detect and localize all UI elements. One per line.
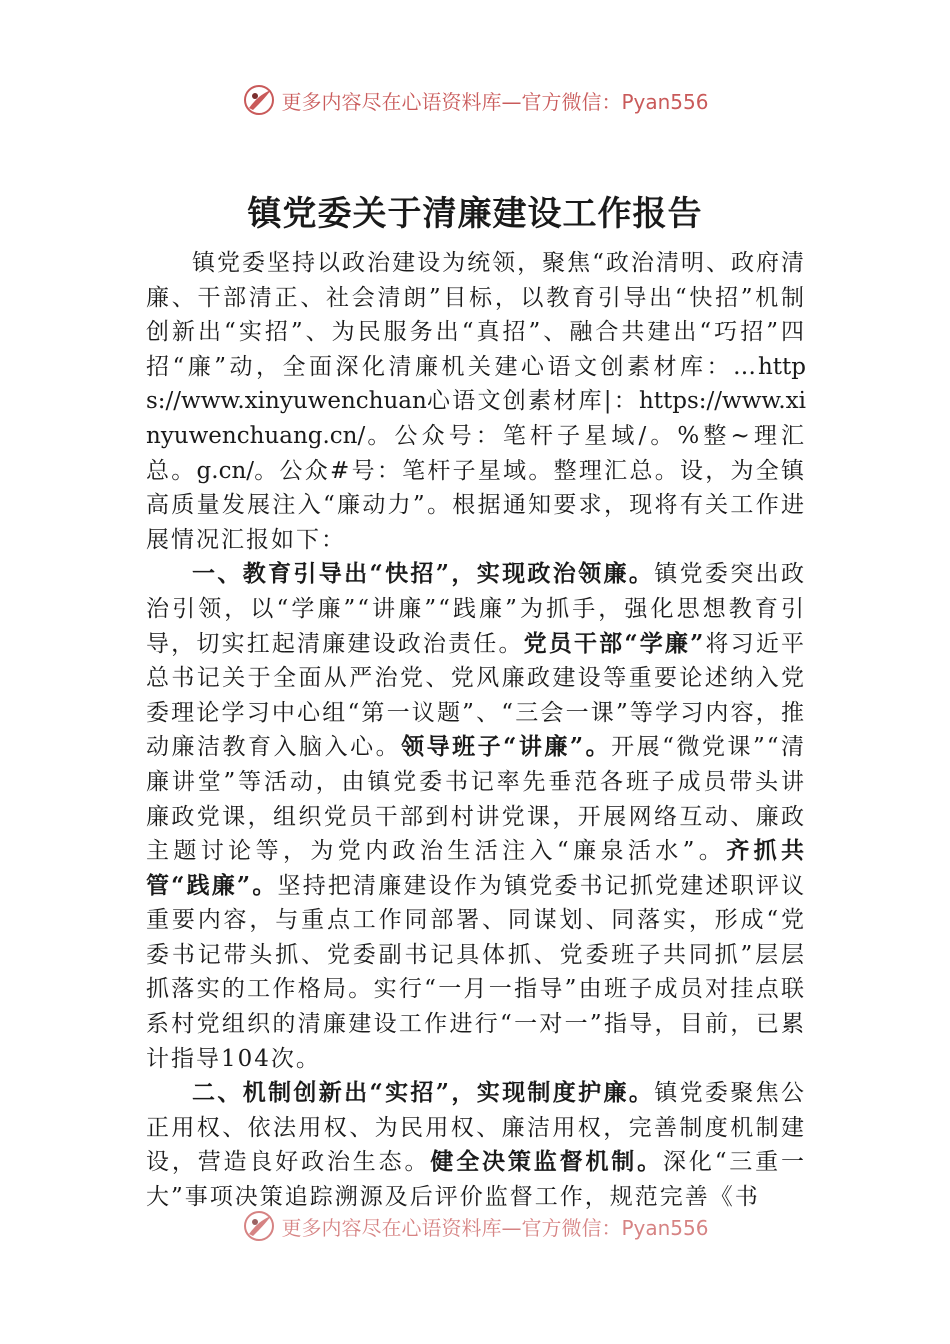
section1-bold-2: 领导班子“讲廉”。: [401, 733, 612, 761]
section1-heading: 一、教育引导出“快招”，实现政治领廉。: [192, 560, 655, 588]
section2-text-2: 深化“三重一大”事项决策追踪溯源及后评价监督工作，规范完善《书: [146, 1149, 806, 1210]
watermark-top: [0, 82, 950, 118]
intro-text-3: 。公众号：笔杆子星域/。%整~理汇总。: [146, 422, 806, 484]
intro-text-4: 。公众#号：笔杆子星域。整理汇总。设，为全镇高质量发展注入“廉动力”。根据通知要求，现将有关工作进展情况汇报如下：: [146, 457, 806, 553]
section2-bold-1: 健全决策监督机制。: [430, 1148, 663, 1176]
page-title: 镇党委关于清廉建设工作报告: [247, 194, 703, 234]
intro-url-1: https://www.xinyuwenchuan: [146, 353, 806, 415]
watermark-text: 更多内容尽在心语资料库—官方微信：Pyan556: [281, 89, 709, 114]
section2-heading: 二、机制创新出“实招”，实现制度护廉。: [192, 1079, 655, 1107]
intro-text: 镇党委坚持以政治建设为统领，聚焦“政治清明、政府清廉、干部清正、社会清朗”目标，以教育引导出“快招”机制创新出“实招”、为民服务出“真招”、融合共建出“巧招”四招“廉”动，全面深化清廉机关建心语文创素材库：…: [146, 250, 806, 380]
intro-text-2: 心语文创素材库|：: [426, 388, 639, 415]
section1-text-4: 坚持把清廉建设作为镇党委书记抓党建述职评议重要内容，与重点工作同部署、同谋划、同落实，形成“党委书记带头抓、党委副书记具体抓、党委班子共同抓”层层抓落实的工作格局。实行“一月一指导”由班子成员对挂点联系村党组织的清廉建设工作进行“一对一”指导，目前，已累计指导104次。: [146, 872, 806, 1072]
section1-bold-1: 党员干部“学廉”: [523, 629, 706, 657]
section1-text-1: 镇党委突出政治引领，以“学廉”“讲廉”“践廉”为抓手，强化思想教育引导，切实扛起清廉建设政治责任。: [146, 561, 806, 657]
watermark-bottom: [0, 1208, 950, 1244]
section1-paragraph: [146, 557, 806, 1076]
watermark-text: 更多内容尽在心语资料库—官方微信：Pyan556: [281, 1215, 709, 1240]
document-body: [146, 246, 806, 1210]
brush-logo-icon: [241, 1208, 277, 1244]
intro-paragraph: [146, 246, 806, 557]
intro-url-3: g.cn/: [196, 457, 255, 484]
intro-url-2: https://www.xinyuwenchuang.cn/: [146, 388, 806, 449]
section1-text-2: 将习近平总书记关于全面从严治党、党风廉政建设等重要论述纳入党委理论学习中心组“第一议题”、“三会一课”等学习内容，推动廉洁教育入脑入心。: [146, 630, 806, 761]
brush-logo-icon: [241, 82, 277, 118]
section1-text-3: 开展“微党课”“清廉讲堂”等活动，由镇党委书记率先垂范各班子成员带头讲廉政党课，组织党员干部到村讲党课，开展网络互动、廉政主题讨论等，为党内政治生活注入“廉泉活水”。: [146, 734, 806, 865]
section2-text-1: 镇党委聚焦公正用权、依法用权、为民用权、廉洁用权，完善制度机制建设，营造良好政治生态。: [146, 1080, 806, 1176]
section1-bold-3: 齐抓共管“践廉”。: [146, 837, 806, 899]
section2-paragraph: [146, 1076, 806, 1210]
